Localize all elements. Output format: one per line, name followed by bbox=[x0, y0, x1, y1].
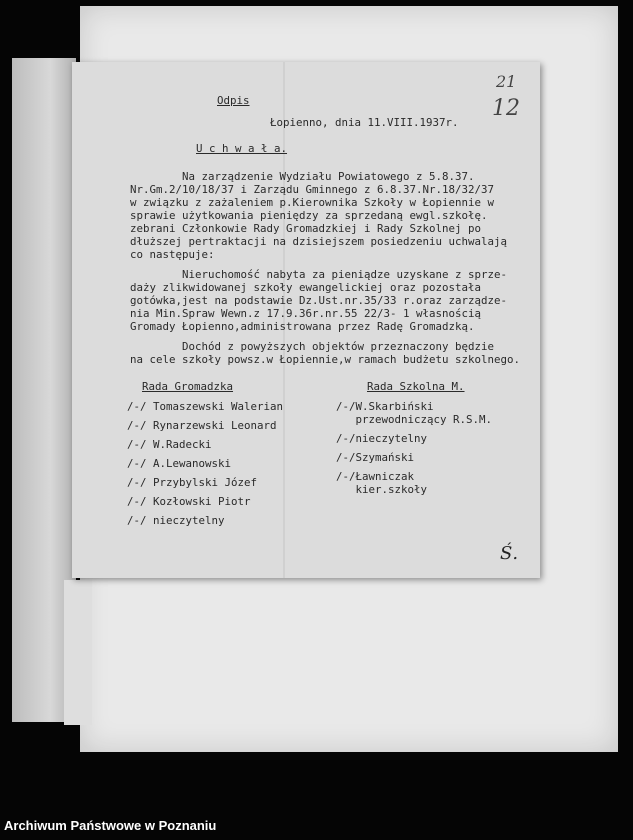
council-left-title: Rada Gromadzka bbox=[142, 380, 234, 393]
paragraph-2 bbox=[130, 268, 507, 333]
text-line: dłuższej pertraktacji na dzisiejszem posiedzeniu uchwalają bbox=[130, 235, 508, 248]
signature-role: przewodniczący R.S.M. bbox=[336, 413, 493, 426]
text-line: zebrani Członkowie Rady Gromadzkiej i Rady Szkolnej po bbox=[130, 222, 482, 235]
signature: /-/ nieczytelny bbox=[127, 514, 225, 527]
handwritten-initials: Ś. bbox=[500, 543, 519, 564]
signature: /-/ Przybylski Józef bbox=[127, 476, 258, 489]
text-line: Nr.Gm.2/10/18/37 i Zarządu Gminnego z 6.8.37.Nr.18/32/37 bbox=[130, 183, 495, 196]
signature-role: kier.szkoły bbox=[336, 483, 428, 496]
signature: /-/ Kozłowski Piotr bbox=[127, 495, 251, 508]
text-line: nia Min.Spraw Wewn.z 17.9.36r.nr.55 22/3- 1 własnością bbox=[130, 307, 482, 320]
signature: /-/nieczytelny bbox=[336, 432, 428, 445]
council-left bbox=[127, 400, 283, 533]
document-title: U c h w a ł a. bbox=[196, 142, 288, 155]
page-number-bottom: 12 bbox=[492, 96, 520, 121]
signature: /-/W.Skarbiński bbox=[336, 400, 434, 413]
signature: /-/ A.Lewanowski bbox=[127, 457, 232, 470]
signature: /-/ W.Radecki bbox=[127, 438, 212, 451]
text-line: daży zlikwidowanej szkoły ewangelickiej oraz pozostała bbox=[130, 281, 482, 294]
text-line: gotówka,jest na podstawie Dz.Ust.nr.35/33 r.oraz zarządze- bbox=[130, 294, 508, 307]
signature: /-/ Tomaszewski Walerian bbox=[127, 400, 284, 413]
signature: /-/Ławniczak bbox=[336, 470, 415, 483]
place-date: Łopienno, dnia 11.VIII.1937r. bbox=[270, 116, 459, 129]
text-line: w związku z zażaleniem p.Kierownika Szkoły w Łopiennie w bbox=[130, 196, 495, 209]
signature: /-/Szymański bbox=[336, 451, 415, 464]
heading: Odpis bbox=[217, 94, 250, 107]
text-line: sprawie użytkowania pieniędzy za sprzedaną ewgl.szkołę. bbox=[130, 209, 488, 222]
text-line: Na zarządzenie Wydziału Powiatowego z 5.8.37. bbox=[130, 170, 475, 183]
text-line: Gromady Łopienno,administrowana przez Radę Gromadzką. bbox=[130, 320, 475, 333]
text-line: co następuje: bbox=[130, 248, 215, 261]
archive-footer: Archiwum Państwowe w Poznaniu bbox=[4, 818, 217, 833]
signature: /-/ Rynarzewski Leonard bbox=[127, 419, 277, 432]
page-number-top: 21 bbox=[496, 72, 517, 91]
paragraph-3 bbox=[130, 340, 520, 366]
council-right bbox=[336, 400, 492, 502]
page-edge bbox=[64, 580, 92, 725]
text-line: Dochód z powyższych objektów przeznaczony będzie bbox=[130, 340, 495, 353]
paragraph-1 bbox=[130, 170, 507, 261]
council-right-title: Rada Szkolna M. bbox=[367, 380, 465, 393]
text-line: Nieruchomość nabyta za pieniądze uzyskane z sprze- bbox=[130, 268, 508, 281]
text-line: na cele szkoły powsz.w Łopiennie,w ramach budżetu szkolnego. bbox=[130, 353, 521, 366]
